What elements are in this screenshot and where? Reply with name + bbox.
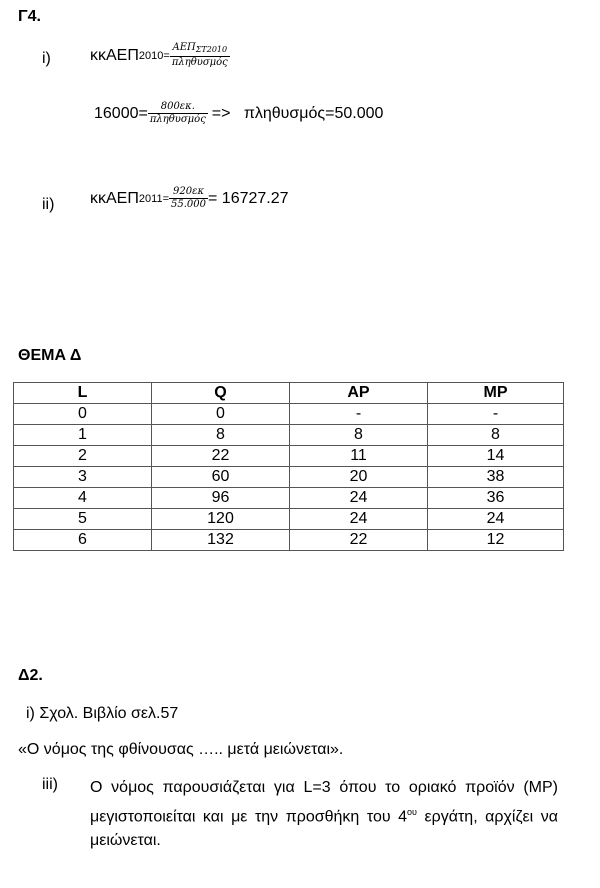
cell-mp: 14	[428, 446, 564, 467]
para-text-before: Ο νόμος παρουσιάζεται για L=3 όπου το οριακό προϊόν (MP) μεγιστοποιείται και με την προσθήκη του 4	[90, 779, 558, 826]
calc-result: => πληθυσμός=50.000	[211, 104, 384, 122]
cell-ap: 8	[290, 425, 428, 446]
cell-ap: 20	[290, 467, 428, 488]
fraction	[170, 42, 230, 69]
frac-num: ΑΕΠ	[172, 42, 196, 53]
fraction	[169, 186, 208, 211]
part-ii-label: ii)	[42, 196, 55, 213]
frac-den: 55.000	[171, 199, 206, 210]
part-iii-label: iii)	[42, 776, 58, 793]
cell-q: 120	[152, 509, 290, 530]
section-heading-thema-d: ΘΕΜΑ Δ	[18, 347, 82, 364]
cell-mp: 24	[428, 509, 564, 530]
cell-ap: 24	[290, 509, 428, 530]
header-mp: MP	[428, 383, 564, 404]
frac-num: 800εκ.	[148, 101, 208, 114]
cell-mp: 12	[428, 530, 564, 551]
calc-lhs: 16000=	[94, 104, 148, 122]
cell-q: 8	[152, 425, 290, 446]
d2-line-i: i) Σχολ. Βιβλίο σελ.57	[26, 705, 179, 722]
cell-l: 3	[14, 467, 152, 488]
eq-lhs: κκΑΕΠ	[90, 189, 139, 207]
section-heading-g4: Γ4.	[18, 8, 41, 25]
equation-gdp-per-capita-2011	[90, 186, 289, 211]
fraction	[148, 101, 208, 126]
equation-population	[94, 101, 383, 126]
cell-l: 1	[14, 425, 152, 446]
cell-ap: 24	[290, 488, 428, 509]
cell-l: 4	[14, 488, 152, 509]
eq-lhs-sub: 2011	[138, 192, 163, 205]
cell-q: 132	[152, 530, 290, 551]
production-table	[13, 382, 564, 551]
cell-ap: 11	[290, 446, 428, 467]
cell-mp: 8	[428, 425, 564, 446]
cell-l: 5	[14, 509, 152, 530]
section-heading-d2: Δ2.	[18, 667, 43, 684]
header-q: Q	[152, 383, 290, 404]
header-ap: AP	[290, 383, 428, 404]
table-header-row	[14, 383, 564, 404]
cell-mp: 36	[428, 488, 564, 509]
cell-l: 2	[14, 446, 152, 467]
part-iii-paragraph	[90, 776, 558, 853]
eq-lhs-sub: 2010	[138, 49, 164, 62]
cell-ap: -	[290, 404, 428, 425]
eq-lhs: κκΑΕΠ	[90, 46, 139, 64]
cell-q: 96	[152, 488, 290, 509]
table-row	[14, 404, 564, 425]
frac-num-sub: ΣΤ2010	[195, 45, 228, 54]
table-row	[14, 509, 564, 530]
equation-gdp-per-capita-2010	[90, 42, 230, 69]
table-row	[14, 488, 564, 509]
table-row	[14, 530, 564, 551]
cell-q: 60	[152, 467, 290, 488]
eq-equals: =	[163, 49, 170, 62]
cell-q: 22	[152, 446, 290, 467]
cell-q: 0	[152, 404, 290, 425]
cell-mp: 38	[428, 467, 564, 488]
eq-result: = 16727.27	[208, 189, 289, 207]
cell-l: 6	[14, 530, 152, 551]
table-row	[14, 467, 564, 488]
frac-den: πληθυσμός	[149, 114, 206, 125]
cell-l: 0	[14, 404, 152, 425]
para-text-after: εργάτη, αρχίζει να μειώνεται.	[90, 808, 559, 850]
table-row	[14, 425, 564, 446]
table-row	[14, 446, 564, 467]
cell-mp: -	[428, 404, 564, 425]
eq-equals: =	[162, 192, 169, 205]
part-i-label: i)	[42, 50, 51, 67]
header-l: L	[14, 383, 152, 404]
frac-den: πληθυσμός	[171, 57, 228, 68]
frac-num: 920εκ	[169, 186, 208, 199]
d2-quote: «Ο νόμος της φθίνουσας ….. μετά μειώνεται».	[18, 741, 344, 758]
para-superscript: ου	[407, 807, 417, 817]
cell-ap: 22	[290, 530, 428, 551]
